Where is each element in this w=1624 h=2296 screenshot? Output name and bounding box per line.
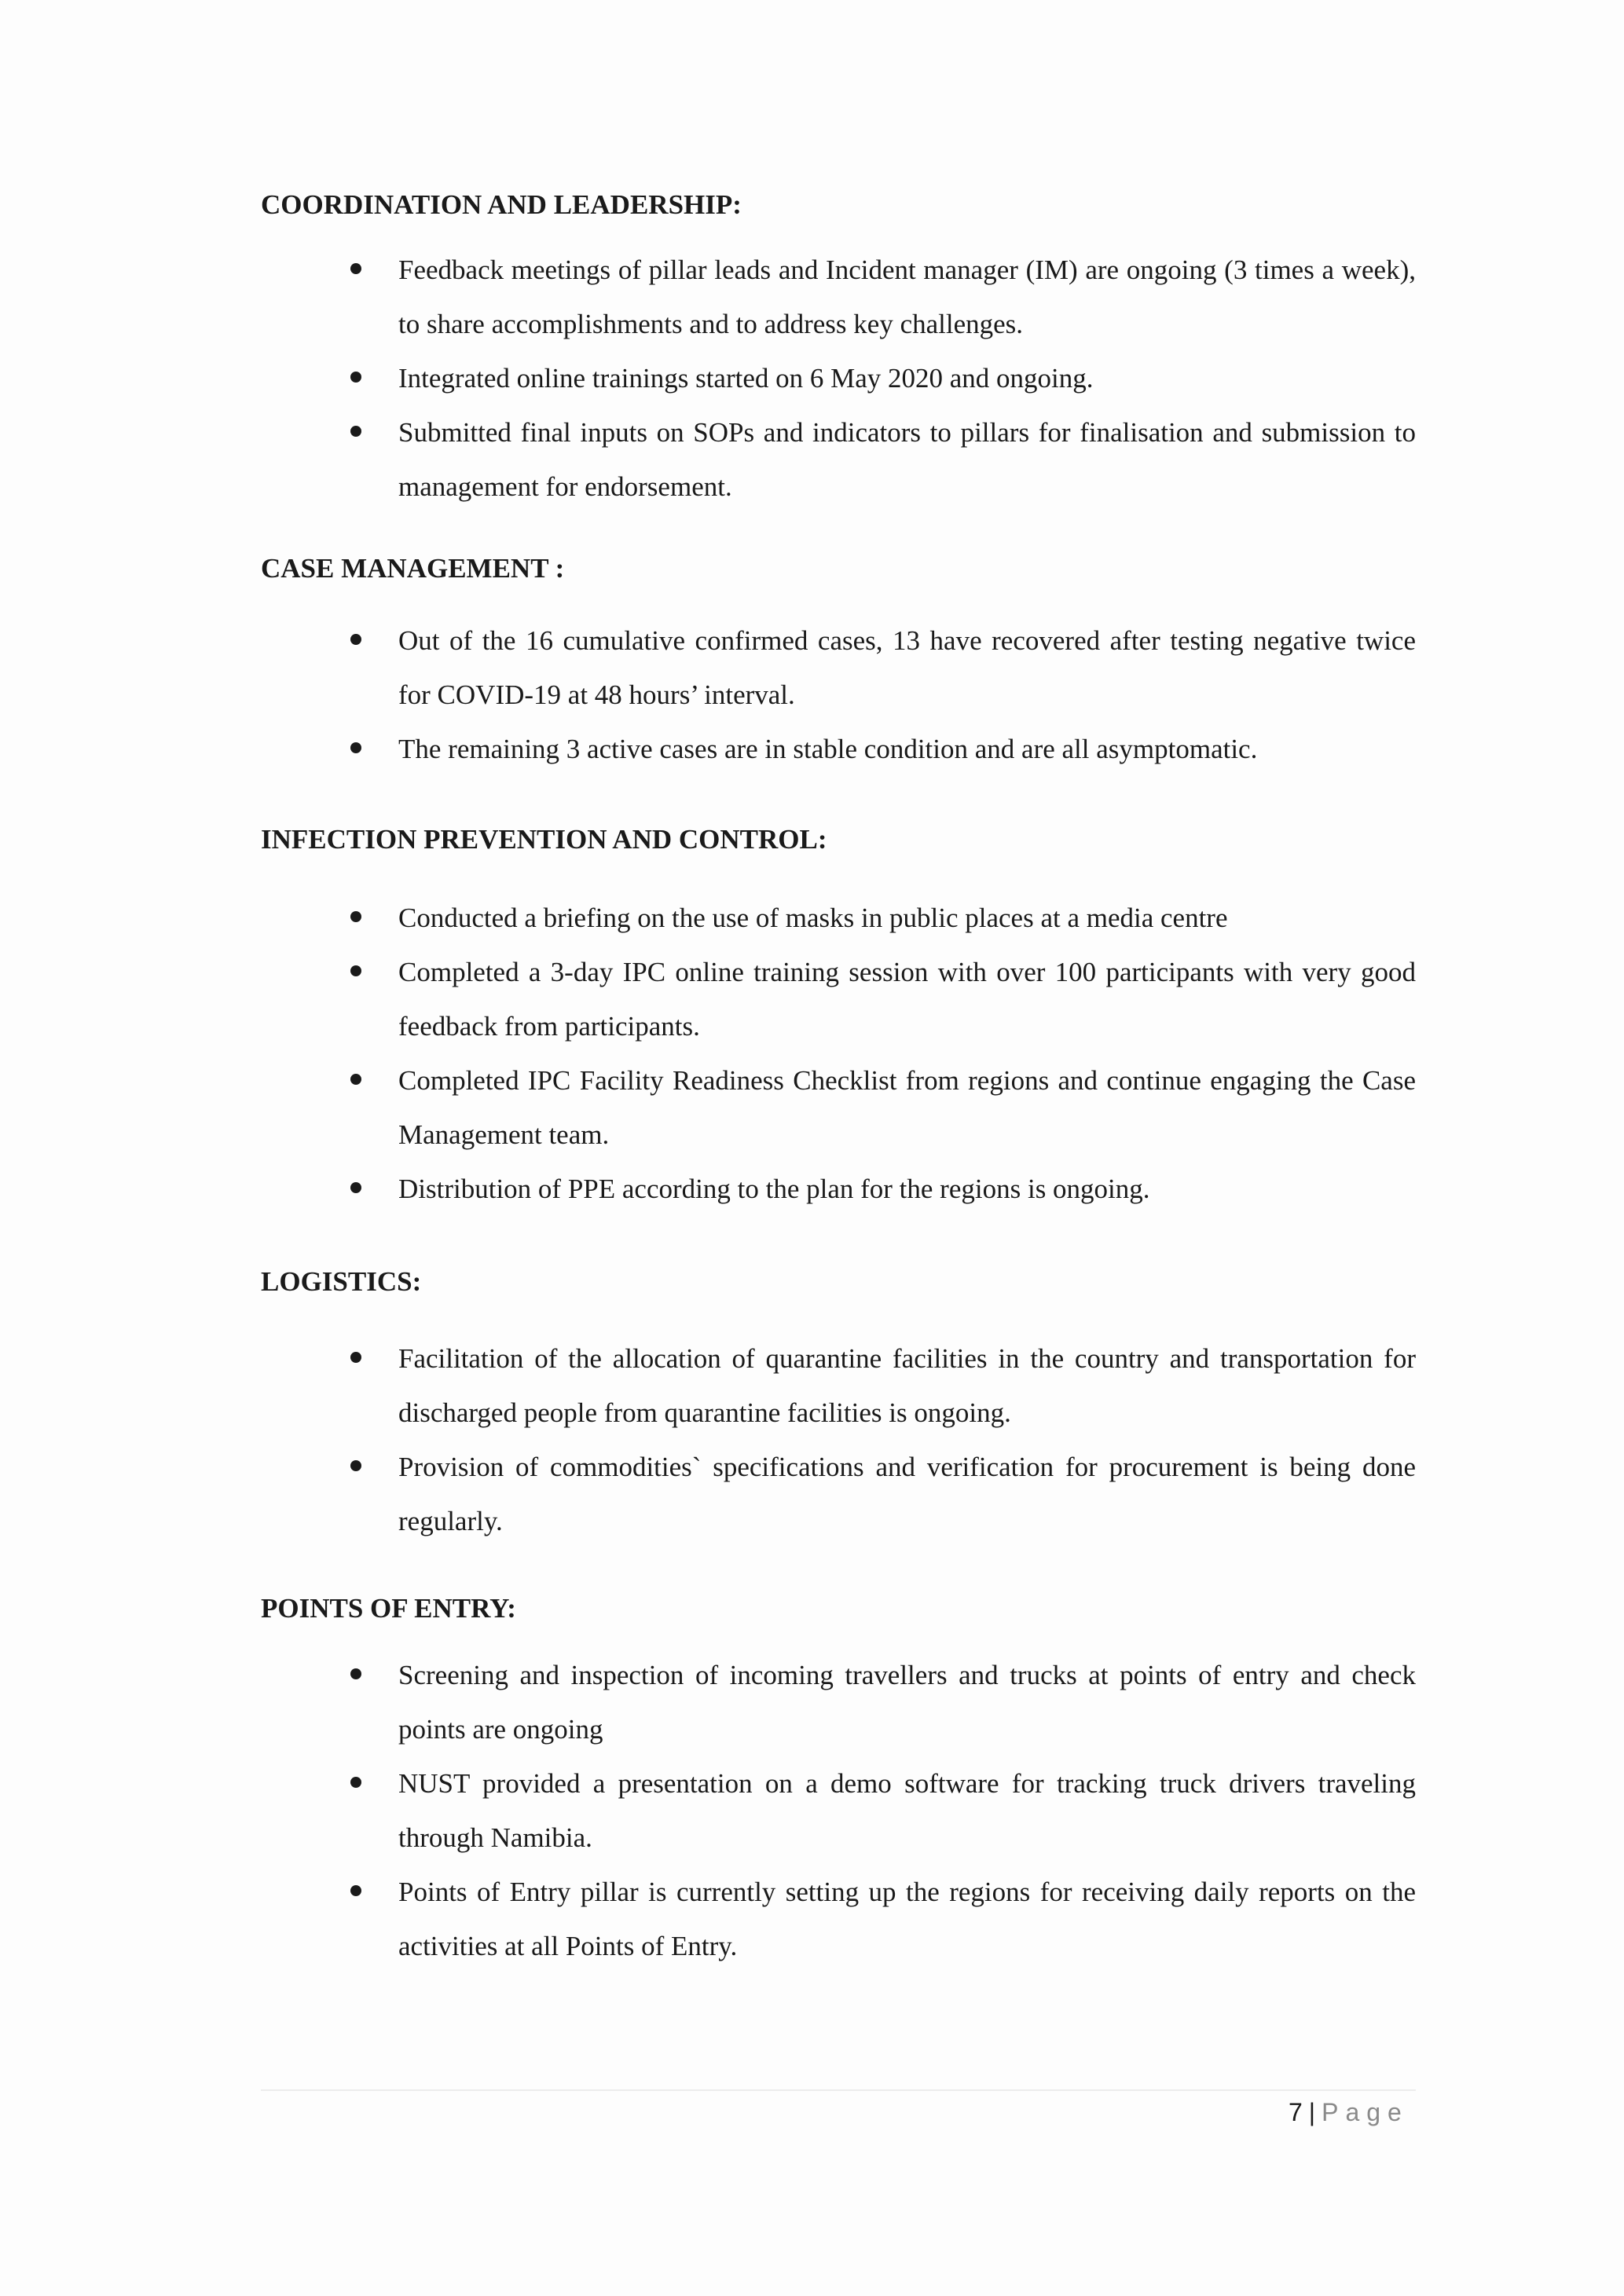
section-heading-coordination: COORDINATION AND LEADERSHIP: (261, 189, 742, 220)
bullet-icon (350, 1777, 361, 1788)
page-label: Page (1322, 2098, 1409, 2126)
bullet-icon (350, 1352, 361, 1363)
section-heading-case-management: CASE MANAGEMENT : (261, 553, 565, 584)
coordination-list (261, 243, 1416, 514)
list-item (261, 722, 1416, 776)
list-item (261, 1865, 1416, 1973)
page-footer (1289, 2093, 1409, 2132)
list-item-text: Screening and inspection of incoming travellers and trucks at points of entry and check points are ongoing (398, 1660, 1416, 1745)
list-item (261, 405, 1416, 514)
bullet-icon (350, 1885, 361, 1896)
list-item-text: Facilitation of the allocation of quarantine facilities in the country and transportation for discharged people from quarantine facilities is ongoing. (398, 1343, 1416, 1428)
list-item-text: Completed IPC Facility Readiness Checklist from regions and continue engaging the Case Management team. (398, 1065, 1416, 1150)
list-item (261, 1648, 1416, 1756)
bullet-icon (350, 965, 361, 976)
bullet-icon (350, 1668, 361, 1679)
page-number: 7 (1289, 2098, 1303, 2126)
list-item-text: Provision of commodities` specifications and verification for procurement is being done regularly. (398, 1452, 1416, 1536)
bullet-icon (350, 372, 361, 383)
list-item (261, 1162, 1416, 1216)
list-item (261, 351, 1416, 405)
bullet-icon (350, 742, 361, 753)
list-item-text: The remaining 3 active cases are in stable condition and are all asymptomatic. (398, 734, 1258, 764)
list-item-text: Points of Entry pillar is currently setting up the regions for receiving daily reports on the activities at all Points of Entry. (398, 1877, 1416, 1961)
list-item (261, 945, 1416, 1053)
points-of-entry-list (261, 1648, 1416, 1973)
list-item (261, 613, 1416, 722)
list-item-text: Conducted a briefing on the use of masks in public places at a media centre (398, 903, 1228, 933)
list-item-text: Submitted final inputs on SOPs and indicators to pillars for finalisation and submission to management for endorsement. (398, 417, 1416, 502)
bullet-icon (350, 1460, 361, 1471)
list-item (261, 891, 1416, 945)
bullet-icon (350, 263, 361, 274)
page-separator: | (1308, 2098, 1316, 2126)
section-heading-logistics: LOGISTICS: (261, 1266, 422, 1297)
bullet-icon (350, 426, 361, 437)
bullet-icon (350, 634, 361, 645)
list-item (261, 243, 1416, 351)
list-item-text: Integrated online trainings started on 6 May 2020 and ongoing. (398, 363, 1094, 394)
bullet-icon (350, 1074, 361, 1085)
bullet-icon (350, 1182, 361, 1193)
list-item-text: Distribution of PPE according to the plan for the regions is ongoing. (398, 1174, 1150, 1204)
section-heading-ipc: INFECTION PREVENTION AND CONTROL: (261, 824, 827, 855)
ipc-list (261, 891, 1416, 1216)
list-item (261, 1440, 1416, 1548)
section-heading-points-of-entry: POINTS OF ENTRY: (261, 1593, 516, 1624)
bullet-icon (350, 911, 361, 922)
list-item-text: Feedback meetings of pillar leads and Incident manager (IM) are ongoing (3 times a week), to share accomplishments and to address key challenges. (398, 255, 1416, 339)
case-management-list (261, 613, 1416, 776)
list-item-text: Completed a 3-day IPC online training session with over 100 participants with very good feedback from participants. (398, 957, 1416, 1042)
list-item (261, 1331, 1416, 1440)
list-item (261, 1053, 1416, 1162)
list-item (261, 1756, 1416, 1865)
logistics-list (261, 1331, 1416, 1548)
footer-divider (261, 2089, 1416, 2091)
list-item-text: Out of the 16 cumulative confirmed cases, 13 have recovered after testing negative twice for COVID-19 at 48 hours’ interval. (398, 625, 1416, 710)
list-item-text: NUST provided a presentation on a demo software for tracking truck drivers traveling through Namibia. (398, 1768, 1416, 1853)
